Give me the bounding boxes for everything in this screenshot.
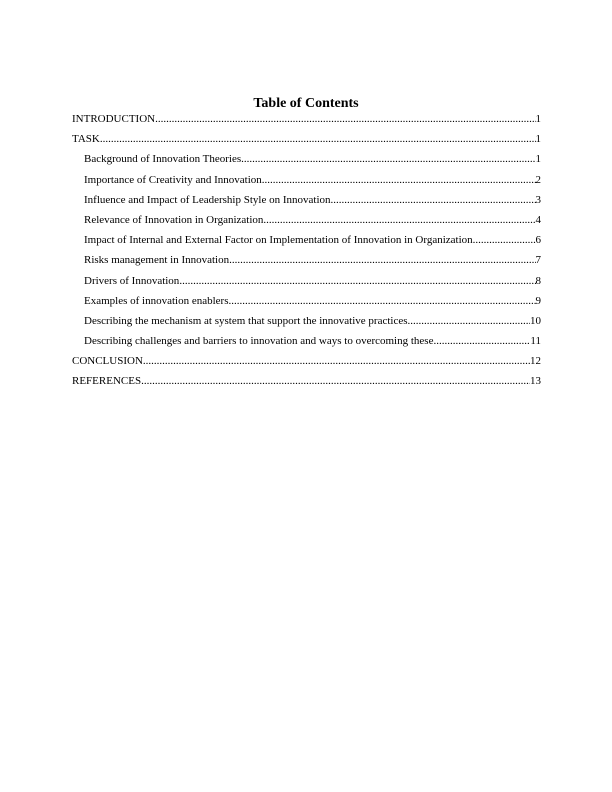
toc-dot-leader xyxy=(143,355,530,368)
toc-title: Table of Contents xyxy=(253,96,359,111)
toc-entry-page: 1 xyxy=(535,153,541,166)
toc-entry-label: Describing the mechanism at system that support the innovative practices xyxy=(84,314,408,327)
toc-entry-label: TASK xyxy=(72,133,100,146)
toc-dot-leader xyxy=(433,335,530,348)
toc-dot-leader xyxy=(179,275,535,288)
toc-entry-label: Background of Innovation Theories xyxy=(84,153,242,166)
toc-entry-background-innovation-theories[interactable] xyxy=(72,153,541,173)
toc-entry-label: Impact of Internal and External Factor on Implementation of Innovation in Organization xyxy=(84,234,473,247)
toc-dot-leader xyxy=(241,153,535,166)
toc-entry-page: 1 xyxy=(535,113,541,125)
toc-entry-page: 12 xyxy=(530,355,541,368)
toc-entry-page: 7 xyxy=(535,254,541,267)
toc-dot-leader xyxy=(155,113,535,126)
toc-entry-page: 3 xyxy=(535,193,541,206)
toc-entry-label: Influence and Impact of Leadership Style on Innovation xyxy=(84,193,331,206)
toc-entry-introduction[interactable] xyxy=(72,113,541,133)
toc-dot-leader xyxy=(263,214,535,227)
toc-entry-innovation-enablers[interactable] xyxy=(72,295,541,315)
toc-entry-relevance-innovation[interactable] xyxy=(72,214,541,234)
toc-dot-leader xyxy=(473,234,536,247)
toc-entry-label: Drivers of Innovation xyxy=(84,274,180,287)
toc-dot-leader xyxy=(100,133,536,146)
toc-entry-page: 1 xyxy=(535,133,541,146)
toc-dot-leader xyxy=(141,375,530,388)
toc-entry-references[interactable] xyxy=(72,375,541,395)
toc-entry-page: 4 xyxy=(535,213,541,226)
toc-entry-label: INTRODUCTION xyxy=(72,113,156,125)
toc-dot-leader xyxy=(331,194,536,207)
toc-entry-task[interactable] xyxy=(72,133,541,153)
toc-entry-page: 2 xyxy=(535,173,541,186)
toc-entry-label: Importance of Creativity and Innovation xyxy=(84,173,262,186)
toc-entry-leadership-style[interactable] xyxy=(72,194,541,214)
toc-dot-leader xyxy=(229,295,536,308)
toc-entry-page: 11 xyxy=(530,335,541,348)
toc-entry-risks-management[interactable] xyxy=(72,254,541,274)
toc-entry-conclusion[interactable] xyxy=(72,355,541,375)
toc-dot-leader xyxy=(408,315,531,328)
toc-entry-page: 13 xyxy=(530,375,541,388)
toc-entry-page: 10 xyxy=(530,314,541,327)
toc-entry-label: Risks management in Innovation xyxy=(84,254,230,267)
toc-entry-challenges-barriers[interactable] xyxy=(72,335,541,355)
toc-entry-drivers-innovation[interactable] xyxy=(72,275,541,295)
toc-entry-label: REFERENCES xyxy=(72,375,142,388)
toc-dot-leader xyxy=(229,254,535,267)
toc-entry-page: 8 xyxy=(535,274,541,287)
toc-entry-importance-creativity[interactable] xyxy=(72,174,541,194)
toc-dot-leader xyxy=(262,174,536,187)
toc-entry-mechanism-system[interactable] xyxy=(72,315,541,335)
toc-entry-label: Examples of innovation enablers xyxy=(84,294,229,307)
toc-entry-internal-external-factor[interactable] xyxy=(72,234,541,254)
toc-entry-label: CONCLUSION xyxy=(72,355,143,368)
toc-entry-page: 9 xyxy=(535,294,541,307)
toc-entry-label: Relevance of Innovation in Organization xyxy=(84,213,264,226)
toc-list xyxy=(72,113,541,396)
toc-entry-page: 6 xyxy=(535,234,541,247)
toc-entry-label: Describing challenges and barriers to innovation and ways to overcoming these xyxy=(84,335,434,348)
